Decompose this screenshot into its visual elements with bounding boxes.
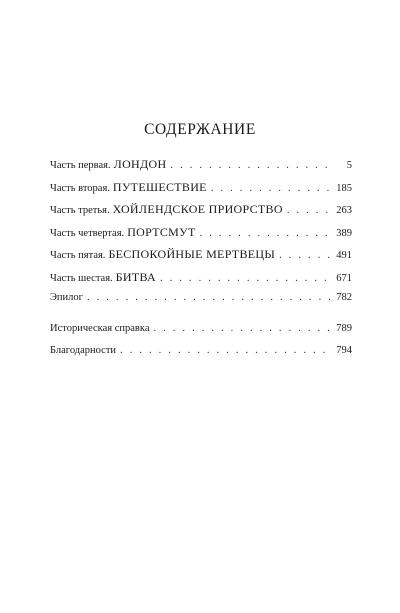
toc-entry-label: Историческая справка xyxy=(50,322,150,334)
dot-leader xyxy=(120,345,332,356)
toc-entry-name: ПУТЕШЕСТВИЕ xyxy=(112,179,207,194)
toc-entry-page: 263 xyxy=(336,205,352,216)
dot-leader xyxy=(160,273,332,284)
toc-entry-part-4[interactable] xyxy=(50,225,352,248)
table-of-contents xyxy=(50,157,352,368)
toc-entry-label: Часть третья. xyxy=(50,205,110,216)
toc-entry-name: БИТВА xyxy=(115,269,156,284)
toc-entry-page: 389 xyxy=(336,227,352,239)
toc-entry-label: Часть первая. xyxy=(50,160,111,171)
dot-leader xyxy=(279,250,332,261)
toc-entry-part-1[interactable] xyxy=(50,157,352,180)
toc-entry-page: 789 xyxy=(336,322,352,334)
toc-entry-label: Часть пятая. xyxy=(50,250,106,261)
toc-entry-part-3[interactable] xyxy=(50,202,352,225)
toc-entry-name: ЛОНДОН xyxy=(113,157,167,171)
toc-entry-epilogue[interactable] xyxy=(50,292,352,315)
toc-entry-label: Благодарности xyxy=(50,345,117,356)
toc-entry-page: 782 xyxy=(336,292,352,303)
toc-entry-label: Часть четвертая. xyxy=(50,227,125,239)
dot-leader xyxy=(153,323,332,334)
toc-entry-name: БЕСПОКОЙНЫЕ МЕРТВЕЦЫ xyxy=(108,247,276,261)
toc-entry-name: ПОРТСМУТ xyxy=(127,224,196,239)
toc-entry-part-2[interactable] xyxy=(50,180,352,203)
toc-entry-page: 671 xyxy=(336,272,352,284)
dot-leader xyxy=(87,292,332,303)
toc-entry-historical-note[interactable] xyxy=(50,323,352,346)
dot-leader xyxy=(170,160,334,171)
toc-entry-acknowledgements[interactable] xyxy=(50,345,352,368)
toc-title: СОДЕРЖАНИЕ xyxy=(144,121,256,138)
toc-entry-label: Часть шестая. xyxy=(50,272,113,284)
toc-entry-part-5[interactable] xyxy=(50,247,352,270)
toc-entry-page: 491 xyxy=(336,250,352,261)
toc-entry-page: 5 xyxy=(346,160,352,171)
dot-leader xyxy=(287,205,332,216)
toc-entry-label: Эпилог xyxy=(50,292,83,303)
dot-leader xyxy=(200,228,333,239)
toc-entry-page: 185 xyxy=(336,182,352,194)
dot-leader xyxy=(211,183,332,194)
toc-entry-label: Часть вторая. xyxy=(50,182,110,194)
toc-entry-page: 794 xyxy=(336,345,352,356)
toc-entry-name: ХОЙЛЕНДСКОЕ ПРИОРСТВО xyxy=(112,202,283,216)
toc-entry-part-6[interactable] xyxy=(50,270,352,293)
